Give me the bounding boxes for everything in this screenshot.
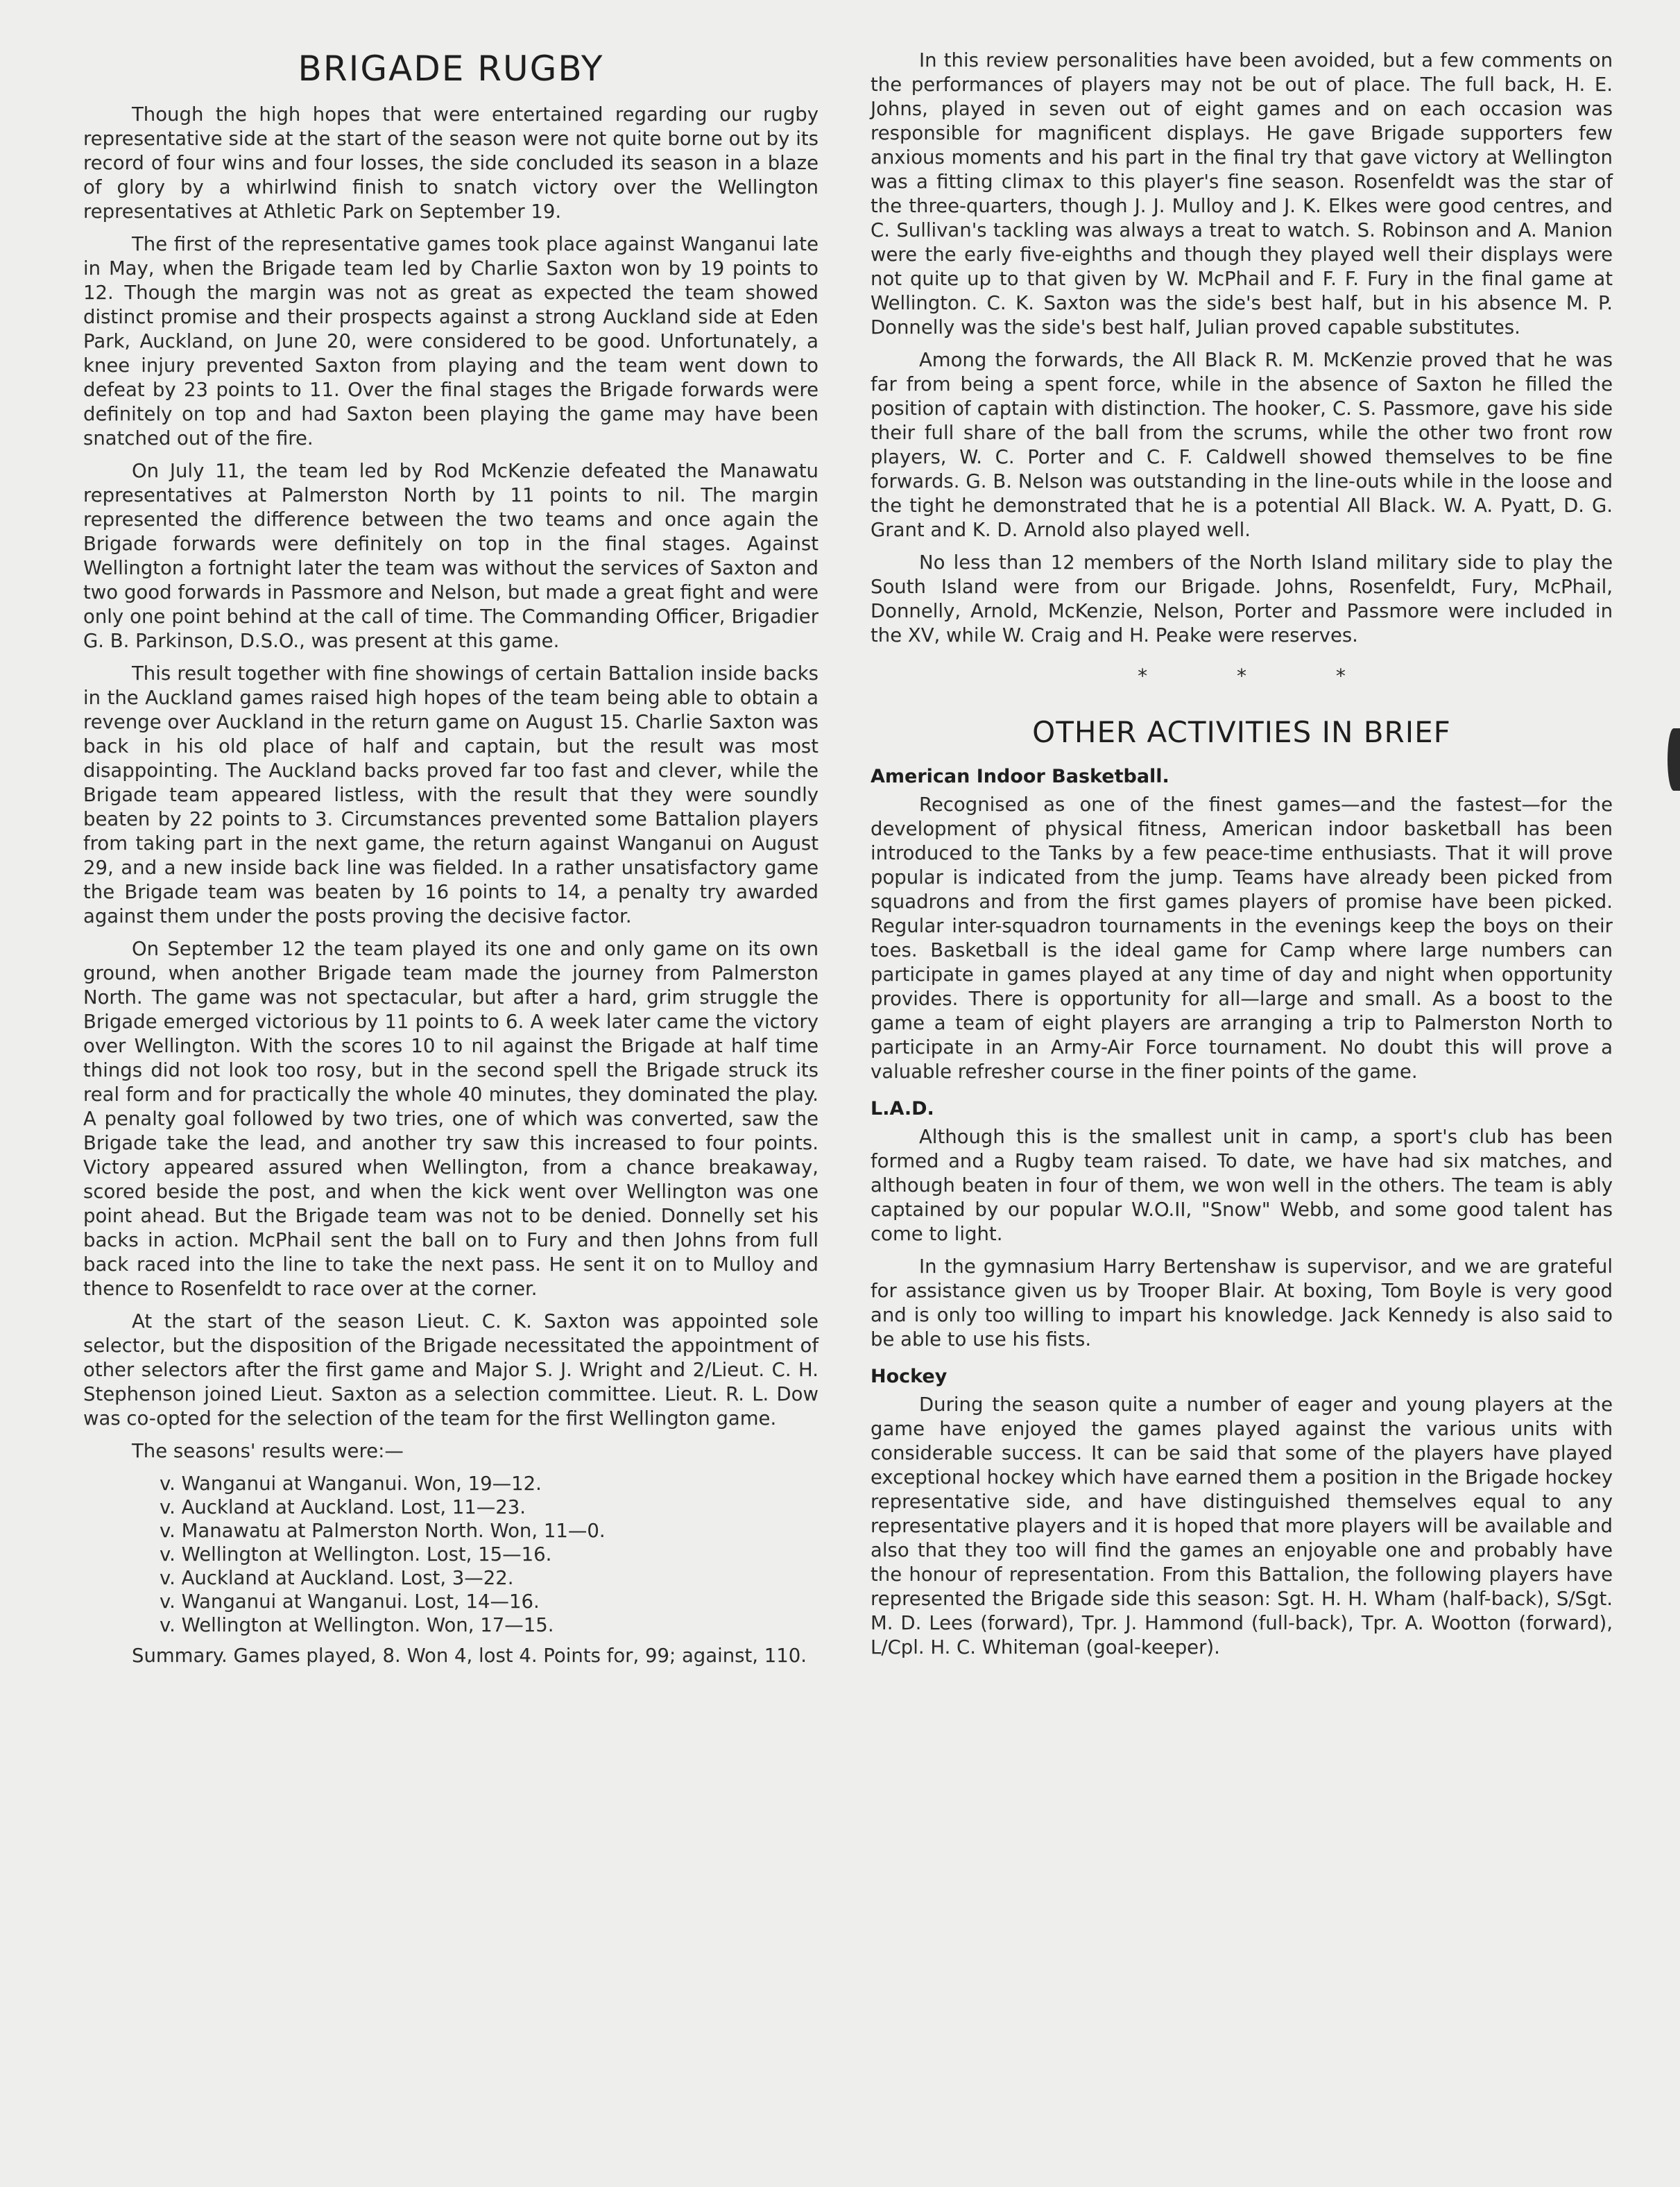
result-item: v. Auckland at Auckland. Lost, 3—22. — [160, 1567, 514, 1589]
page-edge-blemish — [1668, 728, 1680, 791]
hockey-paragraph: During the season quite a number of eager and young players at the game have enjoyed the games played against the various units with considerable success. It can be said that some of the players have played exceptional hockey which have earned them a position in the Brigade hockey representative side, and have distinguished themselves equal to any representative players and it is hoped that more players will be available and also that they too will find the games an enjoyable one and probably have the honour of representation. From this Battalion, the following players have represented the Brigade side this season: Sgt. H. H. Wham (half-back), S/Sgt. M. D. Lees (forward), Tpr. J. Hammond (full-back), Tpr. A. Wootton (forward), L/Cpl. H. C. Whiteman (goal-keeper). — [871, 1393, 1613, 1658]
rugby-paragraph: At the start of the season Lieut. C. K. Saxton was appointed sole selector, but the disposition of the Brigade necessitated the appointment of other selectors after the first game and Major S. J. Wright and 2/Lieut. C. H. Stephenson joined Lieut. Saxton as a selection committee. Lieut. R. L. Dow was co-opted for the selection of the team for the first Wellington game. — [83, 1310, 818, 1430]
result-item: v. Manawatu at Palmerston North. Won, 11—0. — [160, 1520, 606, 1542]
hockey-heading: Hockey — [871, 1366, 948, 1387]
results-list — [83, 1472, 818, 1637]
result-item: v. Wellington at Wellington. Won, 17—15. — [160, 1614, 554, 1636]
activities-title: OTHER ACTIVITIES IN BRIEF — [1032, 715, 1451, 749]
result-item: v. Wellington at Wellington. Lost, 15—16. — [160, 1543, 552, 1566]
rugby-paragraph: The first of the representative games took place against Wanganui late in May, when the Brigade team led by Charlie Saxton won by 19 points to 12. Though the margin was not as great as expected the team showed distinct promise and their prospects against a strong Auckland side at Eden Park, Auckland, on June 20, were considered to be good. Unfortunately, a knee injury prevented Saxton from playing and the team went down to defeat by 23 points to 11. Over the final stages the Brigade forwards were definitely on top and had Saxton been playing the game may have been snatched out of the fire. — [83, 233, 818, 449]
section-separator: * * * — [1138, 664, 1387, 687]
results-summary: Summary. Games played, 8. Won 4, lost 4. Points for, 99; against, 110. — [132, 1645, 807, 1667]
rugby-review-paragraph: No less than 12 members of the North Island military side to play the South Island were from our Brigade. Johns, Rosenfeldt, Fury, McPhail, Donnelly, Arnold, McKenzie, Nelson, Porter and Passmore were included in the XV, while W. Craig and H. Peake were reserves. — [871, 551, 1613, 646]
rugby-paragraph: This result together with fine showings of certain Battalion inside backs in the Auckland games raised high hopes of the team being able to obtain a revenge over Auckland in the return game on August 15. Charlie Saxton was back in his old place of half and captain, but the result was most disappointing. The Auckland backs proved far too fast and clever, while the Brigade team appeared listless, with the result that they were soundly beaten by 22 points to 3. Circumstances prevented some Battalion players from taking part in the next game, the return against Wanganui on August 29, and a new inside back line was fielded. In a rather unsatisfactory game the Brigade team was beaten by 16 points to 14, a penalty try awarded against them under the posts proving the decisive factor. — [83, 662, 818, 927]
result-item: v. Wanganui at Wanganui. Won, 19—12. — [160, 1473, 542, 1495]
results-intro: The seasons' results were:— — [132, 1440, 404, 1462]
lad-paragraph: In the gymnasium Harry Bertenshaw is supervisor, and we are grateful for assistance given us by Trooper Blair. At boxing, Tom Boyle is very good and is only too willing to impart his knowledge. Jack Kennedy is also said to be able to use his fists. — [871, 1255, 1613, 1350]
rugby-paragraph: On September 12 the team played its one and only game on its own ground, when another Brigade team made the journey from Palmerston North. The game was not spectacular, but after a hard, grim struggle the Brigade emerged victorious by 11 points to 6. A week later came the victory over Wellington. With the scores 10 to nil against the Brigade at half time things did not look too rosy, but in the second spell the Brigade struck its real form and for practically the whole 40 minutes, they dominated the play. A penalty goal followed by two tries, one of which was converted, saw the Brigade take the lead, and another try saw this increased to four points. Victory appeared assured when Wellington, from a chance breakaway, scored beside the post, and when the kick went over Wellington was one point ahead. But the Brigade team was not to be denied. Donnelly set his backs in action. McPhail sent the ball on to Fury and then Johns from full back raced into the line to take the next pass. He sent it on to Mulloy and thence to Rosenfeldt to race over at the corner. — [83, 938, 818, 1300]
basketball-heading: American Indoor Basketball. — [871, 766, 1169, 787]
lad-heading: L.A.D. — [871, 1098, 934, 1120]
lad-paragraph: Although this is the smallest unit in camp, a sport's club has been formed and a Rugby team raised. To date, we have had six matches, and although beaten in four of them, we won well in the others. The team is ably captained by our popular W.O.II, "Snow" Webb, and some good talent has come to light. — [871, 1126, 1613, 1245]
left-column — [83, 49, 818, 1676]
rugby-review-paragraph: In this review personalities have been avoided, but a few comments on the performances of players may not be out of place. The full back, H. E. Johns, played in seven out of eight games and on each occasion was responsible for magnificent displays. He gave Brigade supporters few anxious moments and his part in the final try that gave victory at Wellington was a fitting climax to this player's fine season. Rosenfeldt was the star of the three-quarters, though J. J. Mulloy and J. K. Elkes were good centres, and C. Sullivan's tackling was always a treat to watch. S. Robinson and A. Manion were the early five-eighths and though they played well their displays were not quite up to that given by W. McPhail and F. F. Fury in the final game at Wellington. C. K. Saxton was the side's best half, but in his absence M. P. Donnelly was the side's best half, Julian proved capable substitutes. — [871, 49, 1613, 338]
rugby-review-paragraph: Among the forwards, the All Black R. M. McKenzie proved that he was far from being a spent force, while in the absence of Saxton he filled the position of captain with distinction. The hooker, C. S. Passmore, gave his side their full share of the ball from the scrums, while the other two front row players, W. C. Porter and C. F. Caldwell showed themselves to be fine forwards. G. B. Nelson was outstanding in the line-outs while in the loose and the tight he demonstrated that he is a potential All Black. W. A. Pyatt, D. G. Grant and K. D. Arnold also played well. — [871, 349, 1613, 541]
result-item: v. Auckland at Auckland. Lost, 11—23. — [160, 1496, 526, 1518]
rugby-paragraph: Though the high hopes that were entertained regarding our rugby representative side at the start of the season were not quite borne out by its record of four wins and four losses, the side concluded its season in a blaze of glory by a whirlwind finish to snatch victory over the Wellington representatives at Athletic Park on September 19. — [83, 103, 818, 223]
rugby-title: BRIGADE RUGBY — [298, 49, 604, 89]
basketball-paragraph: Recognised as one of the finest games—and the fastest—for the development of physical fitness, American indoor basketball has been introduced to the Tanks by a few peace-time enthusiasts. That it will prove popular is indicated from the jump. Teams have already been picked from squadrons and from the first games players of promise have been picked. Regular inter-squadron tournaments in the evenings keep the boys on their toes. Basketball is the ideal game for Camp where large numbers can participate in games played at any time of day and night when opportunity provides. There is opportunity for all—large and small. As a boost to the game a team of eight players are arranging a trip to Palmerston North to participate in an Army-Air Force tournament. No doubt this will prove a valuable refresher course in the finer points of the game. — [871, 794, 1613, 1083]
right-column — [871, 49, 1613, 1668]
result-item: v. Wanganui at Wanganui. Lost, 14—16. — [160, 1590, 540, 1613]
rugby-paragraph: On July 11, the team led by Rod McKenzie defeated the Manawatu representatives at Palmerston North by 11 points to nil. The margin represented the difference between the two teams and once again the Brigade forwards were definitely on top in the final stages. Against Wellington a fortnight later the team was without the services of Saxton and two good forwards in Passmore and Nelson, but made a great fight and were only one point behind at the call of time. The Commanding Officer, Brigadier G. B. Parkinson, D.S.O., was present at this game. — [83, 460, 818, 652]
